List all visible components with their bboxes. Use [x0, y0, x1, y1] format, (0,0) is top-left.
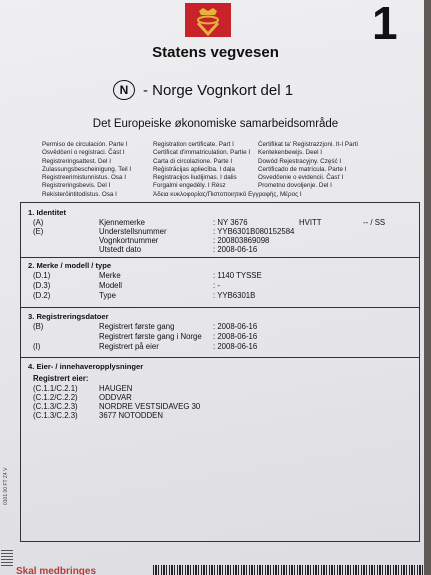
owner-registration-date: : 2008-06-16 [213, 342, 258, 351]
edge-marks [1, 548, 13, 566]
translation-line: Zulassungsbescheinigung. Teil I [42, 165, 132, 173]
registration-form [20, 202, 420, 542]
translation-line: Dowód Rejestracyjny. Część I [258, 157, 342, 165]
translation-line: Ċertifikat ta' Reġistrazzjoni. It-I Parti [258, 141, 358, 148]
translation-line: Άδεια κυκλοφορίας/Πιστοποιητικό Εγγραφής, Μέρος Ι [153, 190, 302, 198]
field-label: Merke [99, 271, 121, 280]
section-title: 1. Identitet [28, 208, 66, 217]
section-identity [21, 203, 419, 254]
statens-vegvesen-logo [185, 3, 231, 37]
field-code: (C.1.1/C.2.1) [33, 384, 78, 393]
field-code: (D.2) [33, 291, 51, 300]
owner-postal: 3677 NOTODDEN [99, 411, 163, 420]
translation-line: Osvedčenie o evidencii. Časť I [258, 174, 344, 182]
translation-line: Osvědčení o registraci. Část I [42, 149, 125, 157]
field-code: (I) [33, 342, 41, 351]
eea-heading: Det Europeiske økonomiske samarbeidsområde [92, 118, 339, 130]
translation-line: Prometno dovoljenje. Del I [258, 182, 332, 190]
section-make-model [21, 257, 419, 302]
certificate-number: : 200803869098 [213, 236, 270, 245]
field-label: Registrert på eier [99, 342, 159, 351]
field-code: (D.1) [33, 271, 51, 280]
field-code: (D.3) [33, 281, 51, 290]
registration-number: : NY 3676 [213, 218, 248, 227]
owner-surname: HAUGEN [99, 384, 133, 393]
translations-column-1 [42, 141, 131, 199]
model-value: : - [213, 281, 220, 290]
field-label: Registrert første gang i Norge [99, 332, 202, 341]
issue-date: : 2008-06-16 [213, 245, 258, 254]
field-code: (C.1.3/C.2.3) [33, 411, 78, 420]
first-registration-norway-date: : 2008-06-16 [213, 332, 258, 341]
vin-value: : YYB6301B080152584 [213, 227, 295, 236]
side-serial-code: 0101 00 FT Z4 V [3, 467, 9, 505]
section-title: 3. Registreringsdatoer [28, 312, 109, 321]
owner-first-name: ODDVAR [99, 393, 132, 402]
field-code: (E) [33, 227, 44, 236]
field-label: Modell [99, 281, 122, 290]
field-label: Vognkortnummer [99, 236, 159, 245]
field-label: Kjennemerke [99, 218, 145, 227]
translation-line: Rekisteröintitodistus. Osa I [42, 190, 117, 198]
translation-line: Carta di circolazione. Parte I [153, 157, 233, 165]
type-value: : YYB6301B [213, 291, 256, 300]
footer-notice: Skal medbringes [16, 566, 97, 575]
field-code: (C.1.3/C.2.3) [33, 402, 78, 411]
owner-address: NORDRE VESTSIDAVEG 30 [99, 402, 201, 411]
plate-extra: -- / SS [363, 218, 386, 227]
translation-line: Registration certificate. Part I [153, 141, 234, 148]
field-label: Type [99, 291, 116, 300]
barcode [153, 565, 423, 575]
translation-line: Permiso de circulación. Parte I [42, 141, 128, 148]
section-registration-dates [21, 307, 419, 354]
translation-line: Registreringsattest. Del I [42, 157, 111, 165]
field-label: Registrert første gang [99, 322, 175, 331]
translation-line: Kentekenbewijs. Deel I [258, 149, 323, 157]
field-code: (B) [33, 322, 44, 331]
field-label: Utstedt dato [99, 245, 142, 254]
first-registration-date: : 2008-06-16 [213, 322, 258, 331]
translation-line: Registreringsbevis. Del I [42, 182, 111, 190]
translation-line: Forgalmi engedély. I Rész [153, 182, 226, 190]
translations-column-3 [258, 141, 358, 191]
agency-name: Statens vegvesen [152, 44, 279, 61]
translation-line: Certificado de matrícula. Parte I [258, 165, 347, 173]
section-title: 4. Eier- / innehaveropplysninger [28, 362, 144, 371]
field-code: (C.1.2/C.2.2) [33, 393, 78, 402]
translation-line: Registreerimistunnistus. Osa I [42, 174, 126, 182]
translation-line: Registracijos liudijimas. I dalis [153, 174, 237, 182]
make-value: : 1140 TYSSE [213, 271, 262, 280]
document-title [113, 80, 293, 100]
translation-line: Certificat d'immatriculation. Partie I [153, 149, 251, 157]
translation-line: Reģistrācijas apliecība. I daļa [153, 165, 235, 173]
page-number: 1 [372, 0, 398, 49]
owner-subtitle: Registrert eier: [33, 374, 89, 383]
nationality-badge: N [113, 80, 135, 100]
plate-color: HVITT [299, 218, 322, 227]
field-label: Understellsnummer [99, 227, 167, 236]
section-owner [21, 357, 419, 542]
section-title: 2. Merke / modell / type [28, 261, 112, 270]
document-title-text: - Norge Vognkort del 1 [143, 81, 294, 99]
field-code: (A) [33, 218, 44, 227]
